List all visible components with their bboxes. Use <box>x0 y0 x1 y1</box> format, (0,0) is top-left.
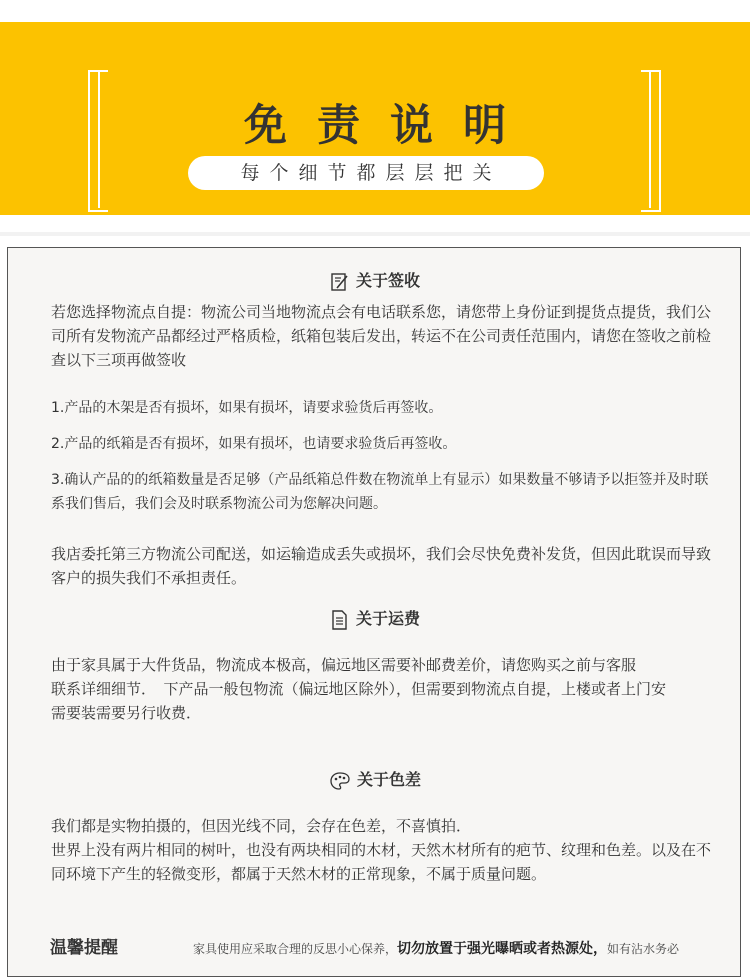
tip-text <box>193 938 703 958</box>
tip-text-post: 如有沾水务必 <box>607 942 680 956</box>
tip-text-pre: 家具使用应采取合理的反思小心保养， <box>193 942 398 956</box>
section-sign-heading <box>8 268 742 292</box>
color-line-1: 我们都是实物拍摄的，但因光线不同，会存在色差，不喜慎拍． <box>51 817 472 835</box>
sign-intro: 若您选择物流点自提：物流公司当地物流点会有电话联系您，请您带上身份证到提货点提货，我们公司所有发物流产品都经过严格质检，纸箱包装后发出，转运不在公司责任范围内，请您在签收之前检查以下三项再做签收 <box>51 303 712 369</box>
sign-item-3: 3.确认产品的的纸箱数量是否足够（产品纸箱总件数在物流单上有显示）如果数量不够请予以拒签并及时联系我们售后，我们会及时联系物流公司为您解决问题。 <box>51 472 709 512</box>
tip-text-bold: 切勿放置于强光曝晒或者热源处， <box>397 941 608 957</box>
document-pen-icon <box>330 272 350 292</box>
divider-stripe <box>0 232 750 236</box>
document-icon <box>330 609 350 631</box>
freight-line-3: 需要装需要另行收费． <box>51 704 202 722</box>
tip-label: 温馨提醒 <box>50 938 118 958</box>
freight-line-1: 由于家具属于大件货品，物流成本极高，偏远地区需要补邮费差价，请您购买之前与客服 <box>51 656 637 674</box>
palette-icon <box>329 771 351 791</box>
section-sign-title: 关于签收 <box>355 271 420 290</box>
sign-item-1: 1.产品的木架是否有损坏，如果有损坏，请要求验货后再签收。 <box>51 400 443 416</box>
sign-note: 我店委托第三方物流公司配送，如运输造成丢失或损坏，我们会尽快免费补发货，但因此耽误而导致客户的损失我们不承担责任。 <box>51 545 712 587</box>
section-freight-heading <box>8 606 742 631</box>
disclaimer-panel <box>7 247 741 977</box>
banner-title: 免责说明 <box>244 101 536 151</box>
section-color-title: 关于色差 <box>356 770 421 789</box>
banner-subtitle: 每个细节都层层把关 <box>188 156 544 190</box>
header-banner <box>0 22 750 215</box>
section-color-heading <box>8 767 742 791</box>
color-line-2: 世界上没有两片相同的树叶，也没有两块相同的木材，天然木材所有的疤节、纹理和色差。以及在不同环境下产生的轻微变形，都属于天然木材的正常现象，不属于质量问题。 <box>51 841 712 883</box>
sign-item-2: 2.产品的纸箱是否有损坏，如果有损坏，也请要求验货后再签收。 <box>51 436 457 452</box>
freight-line-2: 联系详细细节． 下产品一般包物流（偏远地区除外），但需要到物流点自提，上楼或者上门安 <box>51 680 667 698</box>
section-freight-title: 关于运费 <box>355 609 420 628</box>
